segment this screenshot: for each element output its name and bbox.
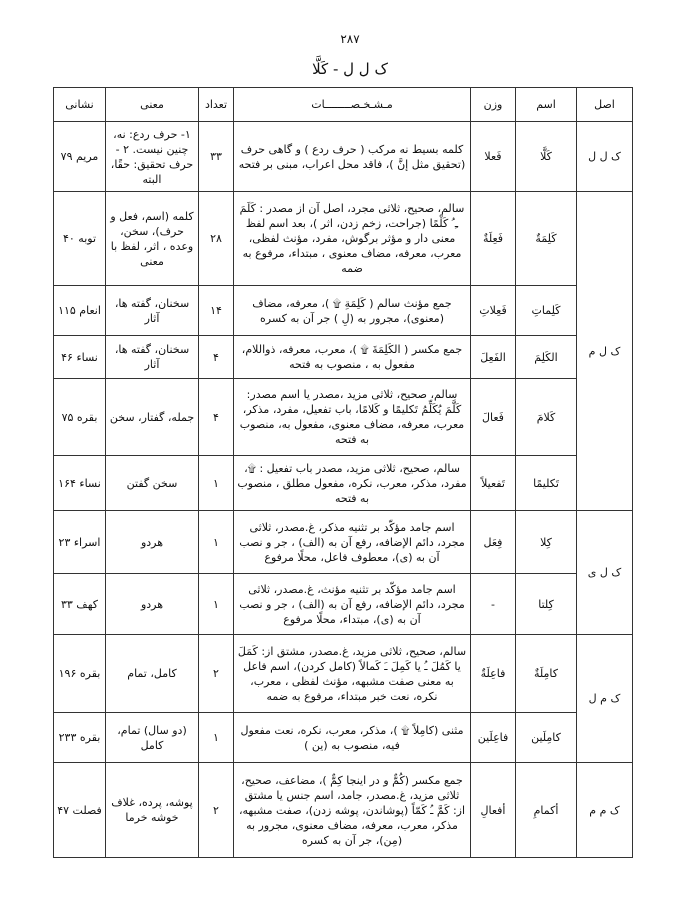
- table-row: [54, 635, 633, 713]
- table-row: [54, 456, 633, 511]
- specifications-cell: سالم، صحیح، ثلاثی مزید، غ.مصدر، مشتق از: كَمَلَ یا كَمُلَ ـُ یا كَمِلَ ـَ كَمالاً (کامل کردن)، اسم فاعل به معنی صفت مشبهه، مؤنث لفظی ، معرب، نکره، نعت خبر مبتداء، مرفوع به ضمه: [234, 635, 471, 713]
- count-cell: ۱: [199, 456, 234, 511]
- page-title: ک ل ل - كَلَّا: [312, 60, 388, 78]
- reference-cell: نساء ۱۶۴: [54, 456, 106, 511]
- pattern-cell: فَعِلَةٌ: [471, 192, 516, 286]
- table-row: [54, 336, 633, 379]
- count-cell: ۲۸: [199, 192, 234, 286]
- noun-cell: كَلِمَةٌ: [516, 192, 577, 286]
- header-root: اصل: [577, 88, 633, 122]
- root-cell: ک ل م: [577, 192, 633, 511]
- meaning-cell: پوشه، پرده، غلاف خوشه خرما: [106, 763, 199, 858]
- reference-cell: انعام ۱۱۵: [54, 286, 106, 336]
- pattern-cell: الفَعِلَ: [471, 336, 516, 379]
- reference-cell: مریم ۷۹: [54, 122, 106, 192]
- specifications-cell: سالم، صحیح، ثلاثی مزید، مصدر باب تفعیل : ۩، مفرد، مذکر، معرب، نکره، مفعول مطلق ، منصوب به فتحه: [234, 456, 471, 511]
- specifications-cell: اسم جامد مؤكّد بر تثنيه مؤنث، غ.مصدر، ثلاثی مجرد، دائم الإضافه، رفع آن به (الف) ، جر و نصب آن به (ی)، مبتداء، محلًا مرفوع: [234, 574, 471, 635]
- header-specifications: مـشـخـصــــــــات: [234, 88, 471, 122]
- specifications-cell: جمع مؤنث سالم ( كَلِمَةِ ۩ )، معرفه، مضاف (معنوی)، مجرور به (لِ ) جر آن به کسره: [234, 286, 471, 336]
- meaning-cell: کلمه (اسم، فعل و حرف)، سخن، وعده ، اثر، لفظ با معنی: [106, 192, 199, 286]
- header-reference: نشانی: [54, 88, 106, 122]
- noun-cell: كامِلَين: [516, 713, 577, 763]
- table-header-row: [54, 88, 633, 122]
- pattern-cell: تَفعيلاً: [471, 456, 516, 511]
- count-cell: ۲: [199, 635, 234, 713]
- meaning-cell: (دو سال) تمام، کامل: [106, 713, 199, 763]
- root-cell: ک م م: [577, 763, 633, 858]
- reference-cell: بقره ۲۳۳: [54, 713, 106, 763]
- reference-cell: نساء ۴۶: [54, 336, 106, 379]
- reference-cell: اسراء ۲۳: [54, 511, 106, 574]
- meaning-cell: هردو: [106, 511, 199, 574]
- meaning-cell: کامل، تمام: [106, 635, 199, 713]
- reference-cell: بقره ۱۹۶: [54, 635, 106, 713]
- noun-cell: كِلا: [516, 511, 577, 574]
- count-cell: ۱: [199, 574, 234, 635]
- specifications-cell: جمع مکسر ( الكَلِمَةَ ۩ )، معرب، معرفه، ذواللام، مفعول به ، منصوب به فتحه: [234, 336, 471, 379]
- noun-cell: كَلَّا: [516, 122, 577, 192]
- header-pattern: وزن: [471, 88, 516, 122]
- meaning-cell: سخنان، گفته ها، آثار: [106, 286, 199, 336]
- specifications-cell: اسم جامد مؤكّد بر تثنيه مذکر، غ.مصدر، ثلاثی مجرد، دائم الإضافه، رفع آن به (الف) ، جر و نصب آن به (ی)، معطوف فاعل، محلًا مرفوع: [234, 511, 471, 574]
- noun-cell: كامِلَةٌ: [516, 635, 577, 713]
- pattern-cell: فَعالَ: [471, 379, 516, 456]
- table-row: [54, 122, 633, 192]
- table-row: [54, 286, 633, 336]
- specifications-cell: جمع مکسر (كُمٌّ و در اینجا كِمٌّ )، مضاعف، صحیح، ثلاثی مزید، غ.مصدر، جامد، اسم جنس یا مشتق از: كَمَّ ـُ كَمّاً (پوشاندن، پوشه زدن)، صفت مشبهه، مذکر، معرب، معرفه، مضاف معنوی، مجرور به (مِن)، جر آن به کسره: [234, 763, 471, 858]
- count-cell: ۴: [199, 336, 234, 379]
- pattern-cell: فِعَل: [471, 511, 516, 574]
- count-cell: ۱: [199, 511, 234, 574]
- count-cell: ۴: [199, 379, 234, 456]
- specifications-cell: کلمه بسیط نه مرکب ( حرف ردع ) و گاهی حرف (تحقیق مثل إنَّ )، فاقد محل اعراب، مبنی بر فتحه: [234, 122, 471, 192]
- noun-cell: كَلامَ: [516, 379, 577, 456]
- reference-cell: فصلت ۴۷: [54, 763, 106, 858]
- table-row: [54, 192, 633, 286]
- specifications-cell: سالم، صحیح، ثلاثی مزید ،مصدر یا اسم مصدر: كَلَّمَ يُكَلِّمُ تَكليمًا و كَلامًا، باب تفعیل، مفرد، مذکر، معرب، معرفه، مضاف معنوی، مفعول به، منصوب به فتحه: [234, 379, 471, 456]
- reference-cell: کهف ۳۳: [54, 574, 106, 635]
- noun-cell: تَكليمًا: [516, 456, 577, 511]
- specifications-cell: سالم، صحیح، ثلاثی مجرد، اصل آن از مصدر : كَلَمَ ـِ ُ كَلْمًا (جراحت، زخم زدن، اثر )، بعد اسم لفظ معنی دار و مؤثر برگوش، مفرد، مؤنث لفظی، معرب، معرفه، مضاف معنوی ، مبتداء، مرفوع به ضمه: [234, 192, 471, 286]
- root-cell: ک ل ل: [577, 122, 633, 192]
- noun-cell: أكمامِ: [516, 763, 577, 858]
- pattern-cell: فَعِلاتِ: [471, 286, 516, 336]
- meaning-cell: سخنان، گفته ها، آثار: [106, 336, 199, 379]
- pattern-cell: فاعِلَةٌ: [471, 635, 516, 713]
- header-noun: اسم: [516, 88, 577, 122]
- count-cell: ۲: [199, 763, 234, 858]
- pattern-cell: فَعلا: [471, 122, 516, 192]
- page-number: ۲۸۷: [340, 32, 360, 46]
- meaning-cell: سخن گفتن: [106, 456, 199, 511]
- count-cell: ۳۳: [199, 122, 234, 192]
- header-count: تعداد: [199, 88, 234, 122]
- specifications-cell: مثنی (کامِلاً ۩ )، مذکر، معرب، نکره، نعت مفعول فیه، منصوب به (ین ): [234, 713, 471, 763]
- reference-cell: بقره ۷۵: [54, 379, 106, 456]
- meaning-cell: ۱- حرف ردع: نه، چنین نیست. ۲ - حرف تحقیق: حقًا، البته: [106, 122, 199, 192]
- table-row: [54, 763, 633, 858]
- reference-cell: توبه ۴۰: [54, 192, 106, 286]
- count-cell: ۱: [199, 713, 234, 763]
- table-row: [54, 574, 633, 635]
- noun-cell: الكَلِمَ: [516, 336, 577, 379]
- table-row: [54, 379, 633, 456]
- meaning-cell: هردو: [106, 574, 199, 635]
- lexicon-table: [53, 87, 633, 858]
- header-meaning: معنی: [106, 88, 199, 122]
- root-cell: ک م ل: [577, 635, 633, 763]
- noun-cell: كِلتا: [516, 574, 577, 635]
- pattern-cell: -: [471, 574, 516, 635]
- count-cell: ۱۴: [199, 286, 234, 336]
- table-row: [54, 511, 633, 574]
- table-row: [54, 713, 633, 763]
- pattern-cell: فاعِلَين: [471, 713, 516, 763]
- root-cell: ک ل ی: [577, 511, 633, 635]
- noun-cell: كَلِماتِ: [516, 286, 577, 336]
- pattern-cell: أفعالِ: [471, 763, 516, 858]
- meaning-cell: جمله، گفتار، سخن: [106, 379, 199, 456]
